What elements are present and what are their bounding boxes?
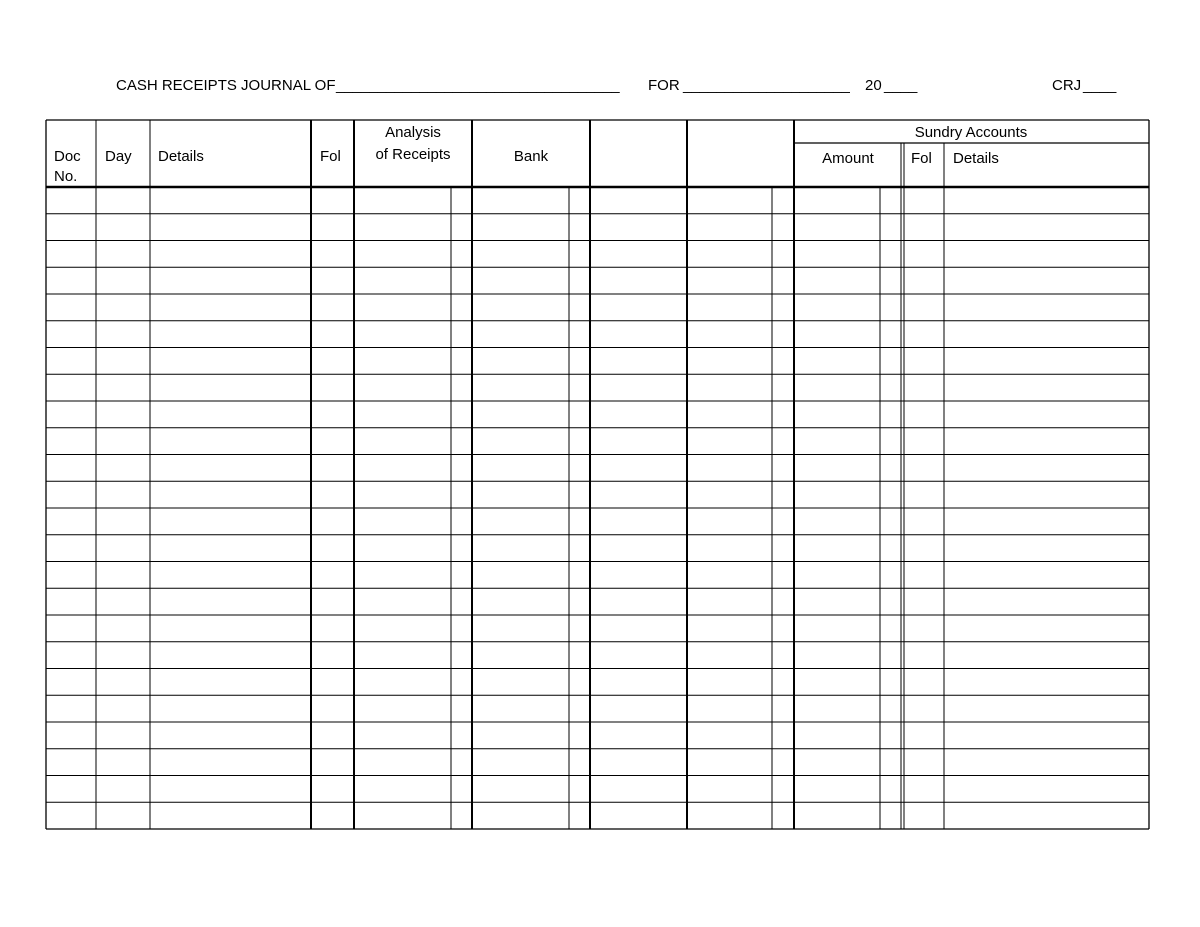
for-label: FOR	[648, 77, 680, 94]
for-blank[interactable]: ____________________	[683, 77, 850, 94]
table-row[interactable]	[47, 375, 1148, 400]
header-day: Day	[105, 148, 132, 165]
journal-of-blank[interactable]: __________________________________	[336, 77, 620, 94]
header-sundry-amount: Amount	[822, 150, 874, 167]
table-row[interactable]	[47, 536, 1148, 561]
table-row[interactable]	[47, 589, 1148, 614]
table-row[interactable]	[47, 777, 1148, 802]
crj-label: CRJ	[1052, 77, 1082, 94]
year-blank[interactable]: ____	[884, 77, 918, 94]
year-prefix: 20	[865, 77, 882, 94]
header-analysis-line2: of Receipts	[375, 146, 451, 163]
table-row[interactable]	[47, 643, 1148, 668]
header-bank: Bank	[513, 148, 549, 165]
header-analysis-line1: Analysis	[385, 124, 441, 141]
table-row[interactable]	[47, 268, 1148, 293]
table-row[interactable]	[47, 723, 1148, 748]
table-row[interactable]	[47, 482, 1148, 507]
header-sundry-details: Details	[953, 150, 999, 167]
table-row[interactable]	[47, 322, 1148, 347]
header-sundry-fol: Fol	[911, 150, 932, 167]
table-row[interactable]	[47, 509, 1148, 534]
table-row[interactable]	[47, 429, 1148, 454]
crj-number-blank[interactable]: ____	[1083, 77, 1117, 94]
table-row[interactable]	[47, 670, 1148, 695]
table-row[interactable]	[47, 242, 1148, 267]
header-fol: Fol	[320, 148, 341, 165]
journal-title: CASH RECEIPTS JOURNAL OF	[116, 77, 336, 94]
table-row[interactable]	[47, 402, 1148, 427]
header-details: Details	[158, 148, 204, 165]
table-row[interactable]	[47, 803, 1148, 828]
table-row[interactable]	[47, 295, 1148, 320]
table-row[interactable]	[47, 616, 1148, 641]
header-sundry-accounts: Sundry Accounts	[914, 124, 1028, 141]
header-doc-line2: No.	[54, 168, 78, 185]
table-row[interactable]	[47, 349, 1148, 374]
table-row[interactable]	[47, 563, 1148, 588]
table-row[interactable]	[47, 456, 1148, 481]
table-row[interactable]	[47, 188, 1148, 213]
table-row[interactable]	[47, 215, 1148, 240]
header-doc-line1: Doc	[54, 148, 81, 165]
table-row[interactable]	[47, 750, 1148, 775]
table-row[interactable]	[47, 696, 1148, 721]
